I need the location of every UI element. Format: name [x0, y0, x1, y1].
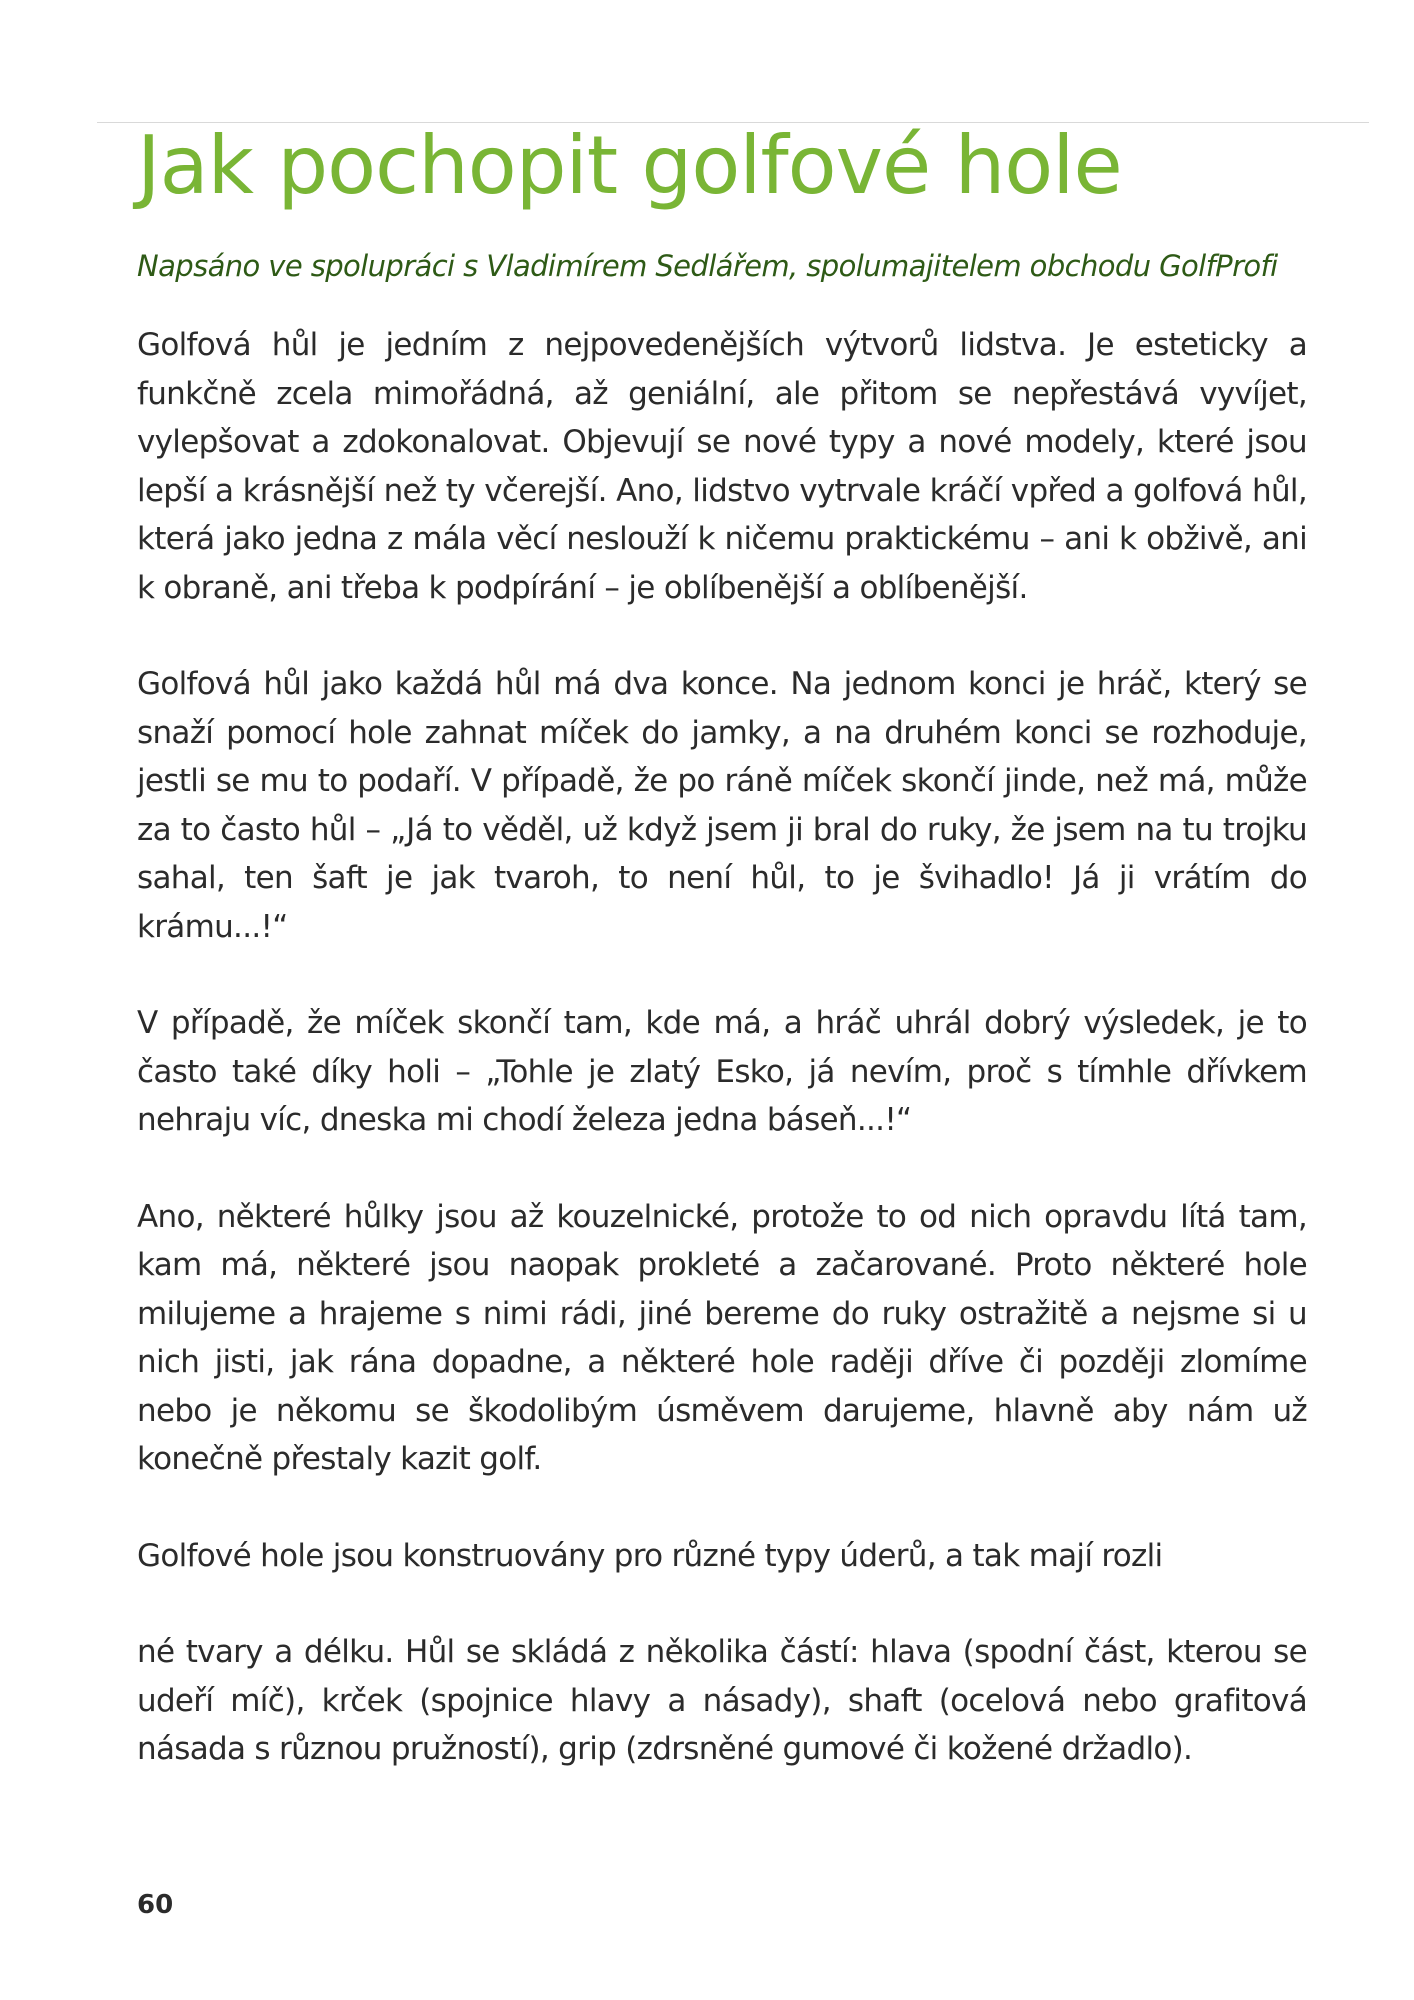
- article: [137, 116, 1307, 1822]
- page-title: Jak pochopit golfové hole: [137, 119, 1122, 212]
- paragraph-6: né tvary a délku. Hůl se skládá z několika částí: hlava (spodní část, kterou se udeří míč), krček (spojnice hlavy a násady), shaft (ocelová nebo grafitová násada s různou pružností), grip (zdrsněné gumové či kožené držadlo).: [137, 1634, 1307, 1767]
- paragraph-4: Ano, některé hůlky jsou až kouzelnické, protože to od nich opravdu lítá tam, kam má, některé jsou naopak prokleté a začarované. Proto některé hole milujeme a hrajeme s nimi rádi, jiné bereme do ruky ostražitě a nejsme si u nich jisti, jak rána dopadne, a některé hole raději dříve či později zlomíme nebo je někomu se škodolibým úsměvem darujeme, hlavně aby nám už konečně přestaly kazit golf.: [137, 1198, 1307, 1477]
- paragraph-2: Golfová hůl jako každá hůl má dva konce. Na jednom konci je hráč, který se snaží pomocí hole zahnat míček do jamky, a na druhém konci se rozhoduje, jestli se mu to podaří. V případě, že po ráně míček skončí jinde, než má, může za to často hůl – „Já to věděl, už když jsem ji bral do ruky, že jsem na tu trojku sahal, ten šaft je jak tvaroh, to není hůl, to je švihadlo! Já ji vrátím do krámu...!“: [137, 666, 1307, 945]
- article-subtitle: Napsáno ve spolupráci s Vladimírem Sedlářem, spolumajitelem obchodu GolfProfi: [137, 249, 1278, 283]
- paragraph-5: Golfové hole jsou konstruovány pro různé typy úderů, a tak mají rozli: [137, 1537, 1163, 1574]
- page-number: 60: [137, 1890, 174, 1920]
- paragraph-3: V případě, že míček skončí tam, kde má, a hráč uhrál dobrý výsledek, je to často také díky holi – „Tohle je zlatý Esko, já nevím, proč s tímhle dřívkem nehraju víc, dneska mi chodí železa jedna báseň...!“: [137, 1005, 1307, 1138]
- paragraph-1: Golfová hůl je jedním z nejpovedenějších výtvorů lidstva. Je esteticky a funkčně zcela mimořádná, až geniální, ale přitom se nepřestává vyvíjet, vylepšovat a zdokonalovat. Objevují se nové typy a nové modely, které jsou lepší a krásnější než ty včerejší. Ano, lidstvo vytrvale kráčí vpřed a golfová hůl, která jako jedna z mála věcí neslouží k ničemu praktickému – ani k obživě, ani k obraně, ani třeba k podpírání – je oblíbenější a oblíbenější.: [137, 327, 1307, 606]
- article-body: [137, 321, 1307, 1774]
